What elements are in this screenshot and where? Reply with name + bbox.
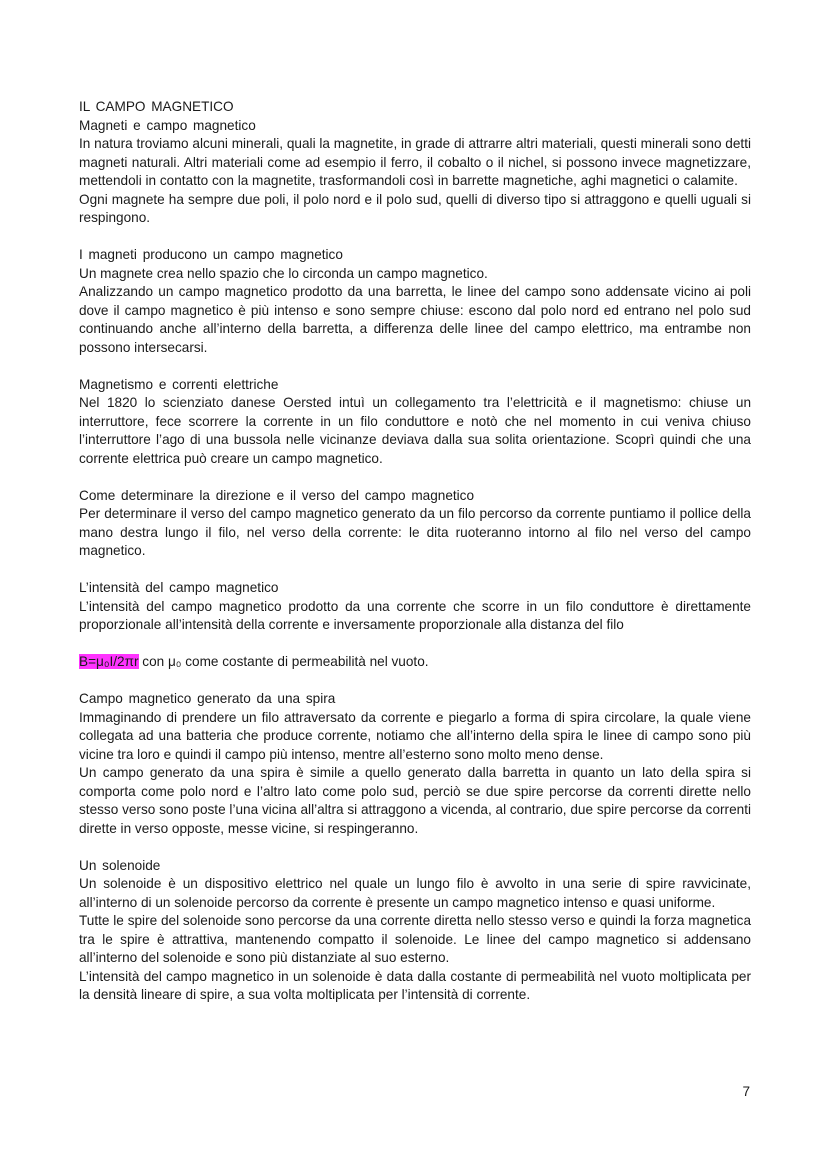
- paragraph: Analizzando un campo magnetico prodotto da una barretta, le linee del campo sono addensate vicino ai poli dove il campo magnetico è più intenso e sono sempre chiuse: escono dal polo nord ed entrano nel polo sud continuando anche all’interno della barretta, a differenza delle linee del campo elettrico, ma entrambe non possono intersecarsi.: [79, 284, 751, 355]
- paragraph: Nel 1820 lo scienziato danese Oersted intuì un collegamento tra l’elettricità e il magnetismo: chiuse un interruttore, fece scorrere la corrente in un filo conduttore e notò che nel momento in cui veniva chiuso l’interruttore l’ago di una bussola nelle vicinanze deviava dalla sua solita orientazione. Scoprì quindi che una corrente elettrica può creare un campo magnetico.: [79, 395, 751, 466]
- spacer: [79, 357, 751, 376]
- spacer: [79, 228, 751, 247]
- section-title: Un solenoide: [79, 857, 161, 873]
- paragraph: Tutte le spire del solenoide sono percorse da una corrente diretta nello stesso verso e quindi la forza magnetica tra le spire è attrattiva, mantenendo compatto il solenoide. Le linee del campo magnetico si addensano all’interno del solenoide e sono più distanziate al suo esterno.: [79, 913, 751, 965]
- paragraph: Immaginando di prendere un filo attraversato da corrente e piegarlo a forma di spira circolare, la quale viene collegata ad una batteria che produce corrente, notiamo che all’interno della spira le linee di campo sono più vicine tra loro e quindi il campo più intenso, mentre all’esterno sono molto meno dense.: [79, 709, 751, 762]
- formula-description: con μ₀ come costante di permeabilità nel vuoto.: [138, 654, 429, 669]
- paragraph: Un campo generato da una spira è simile a quello generato dalla barretta in quanto un lato della spira si comporta come polo nord e l’altro lato come polo sud, perciò se due spire percorse da correnti dirette nello stesso verso sono poste l’una vicina all’altra si attraggono a vicenda, al contrario, due spire percorse da correnti dirette in verso opposte, messe vicine, si respingeranno.: [79, 765, 751, 836]
- document-page: [79, 98, 751, 1005]
- spacer: [79, 672, 751, 691]
- spacer: [79, 561, 751, 580]
- page-number: 7: [742, 1084, 750, 1099]
- paragraph: In natura troviamo alcuni minerali, quali la magnetite, in grade di attrarre altri materiali, questi minerali sono detti magneti naturali. Altri materiali come ad esempio il ferro, il cobalto o il nichel, si possono invece magnetizzare, mettendoli in contatto con la magnetite, trasformandoli così in barrette magnetiche, aghi magnetici o calamite.: [79, 136, 751, 188]
- paragraph: L’intensità del campo magnetico in un solenoide è data dalla costante di permeabilità nel vuoto moltiplicata per la densità lineare di spire, a sua volta moltiplicata per l’intensità di corrente.: [79, 968, 751, 1002]
- section-title: L’intensità del campo magnetico: [79, 580, 279, 595]
- section-magnetismo-correnti: [79, 376, 751, 469]
- section-solenoide: [79, 857, 751, 1005]
- paragraph: Per determinare il verso del campo magnetico generato da un filo percorso da corrente puntiamo il pollice della mano destra lungo il filo, nel verso della corrente: le dita ruoteranno intorno al filo nel verso del campo magnetico.: [79, 506, 751, 558]
- section-title: Magnetismo e correnti elettriche: [79, 376, 279, 392]
- section-title: Magneti e campo magnetico: [79, 117, 256, 133]
- document-title: IL CAMPO MAGNETICO: [79, 99, 234, 114]
- paragraph: Ogni magnete ha sempre due poli, il polo nord e il polo sud, quelli di diverso tipo si attraggono e quelli uguali si respingono.: [79, 191, 751, 225]
- formula-line: [79, 653, 751, 672]
- section-spira: [79, 690, 751, 838]
- spacer: [79, 635, 751, 654]
- section-magneti: [79, 117, 751, 228]
- section-title: Come determinare la direzione e il verso del campo magnetico: [79, 487, 475, 503]
- paragraph: L’intensità del campo magnetico prodotto da una corrente che scorre in un filo conduttore è direttamente proporzionale all’intensità della corrente e inversamente proporzionale alla distanza del filo: [79, 598, 751, 632]
- section-direzione-verso: [79, 487, 751, 561]
- highlighted-formula: B=μ₀I/2πr: [79, 654, 139, 669]
- spacer: [79, 468, 751, 487]
- section-title: I magneti producono un campo magnetico: [79, 247, 343, 262]
- section-intensita: [79, 579, 751, 672]
- section-magneti-campo: [79, 246, 751, 357]
- section-title: Campo magnetico generato da una spira: [79, 691, 336, 706]
- paragraph: Un solenoide è un dispositivo elettrico nel quale un lungo filo è avvolto in una serie di spire ravvicinate, all’interno di un solenoide percorso da corrente è presente un campo magnetico intenso e quasi uniforme.: [79, 876, 751, 910]
- spacer: [79, 838, 751, 857]
- paragraph: Un magnete crea nello spazio che lo circonda un campo magnetico.: [79, 265, 488, 281]
